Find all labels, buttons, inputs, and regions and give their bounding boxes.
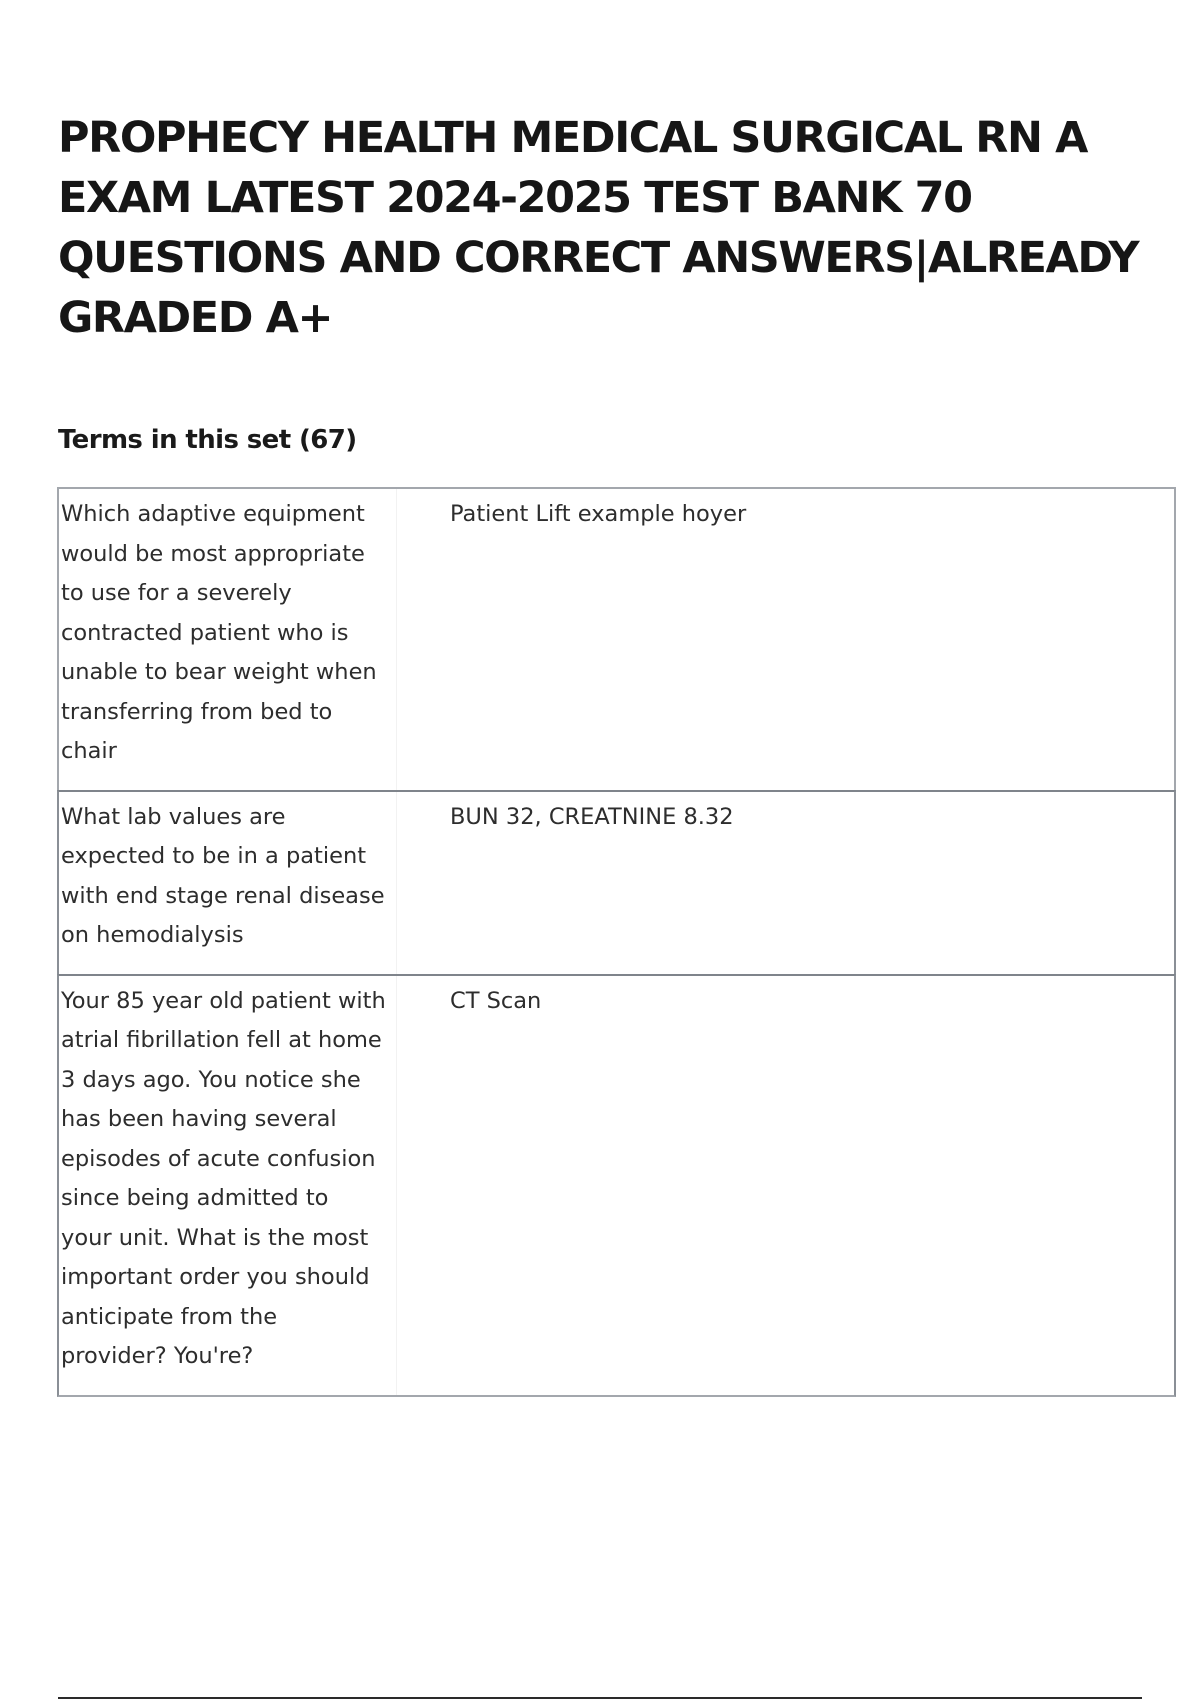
terms-count-heading: Terms in this set (67) (58, 425, 357, 455)
document-title: PROPHECY HEALTH MEDICAL SURGICAL RN A EXAM LATEST 2024-2025 TEST BANK 70 QUESTIONS AND CORRECT ANSWERS|ALREADY GRADED A+ (58, 113, 1139, 343)
term-question: Your 85 year old patient with atrial fibrillation fell at home 3 days ago. You notice she has been having several episodes of acute confusion since being admitted to your unit. What is the most important order you should anticipate from the provider? You're? (59, 976, 397, 1395)
term-answer: Patient Lift example hoyer (450, 501, 747, 527)
terms-table (57, 487, 1176, 1397)
footer-divider (58, 1697, 1142, 1699)
term-card (57, 790, 1176, 976)
term-answer: CT Scan (450, 987, 542, 1014)
term-answer: BUN 32, CREATNINE 8.32 (450, 803, 734, 830)
term-question: What lab values are expected to be in a patient with end stage renal disease on hemodialysis (59, 792, 397, 974)
term-question: Which adaptive equipment would be most appropriate to use for a severely contracted patient who is unable to bear weight when transferring from bed to chair (59, 489, 397, 790)
term-card (57, 487, 1176, 792)
term-card (57, 974, 1176, 1397)
